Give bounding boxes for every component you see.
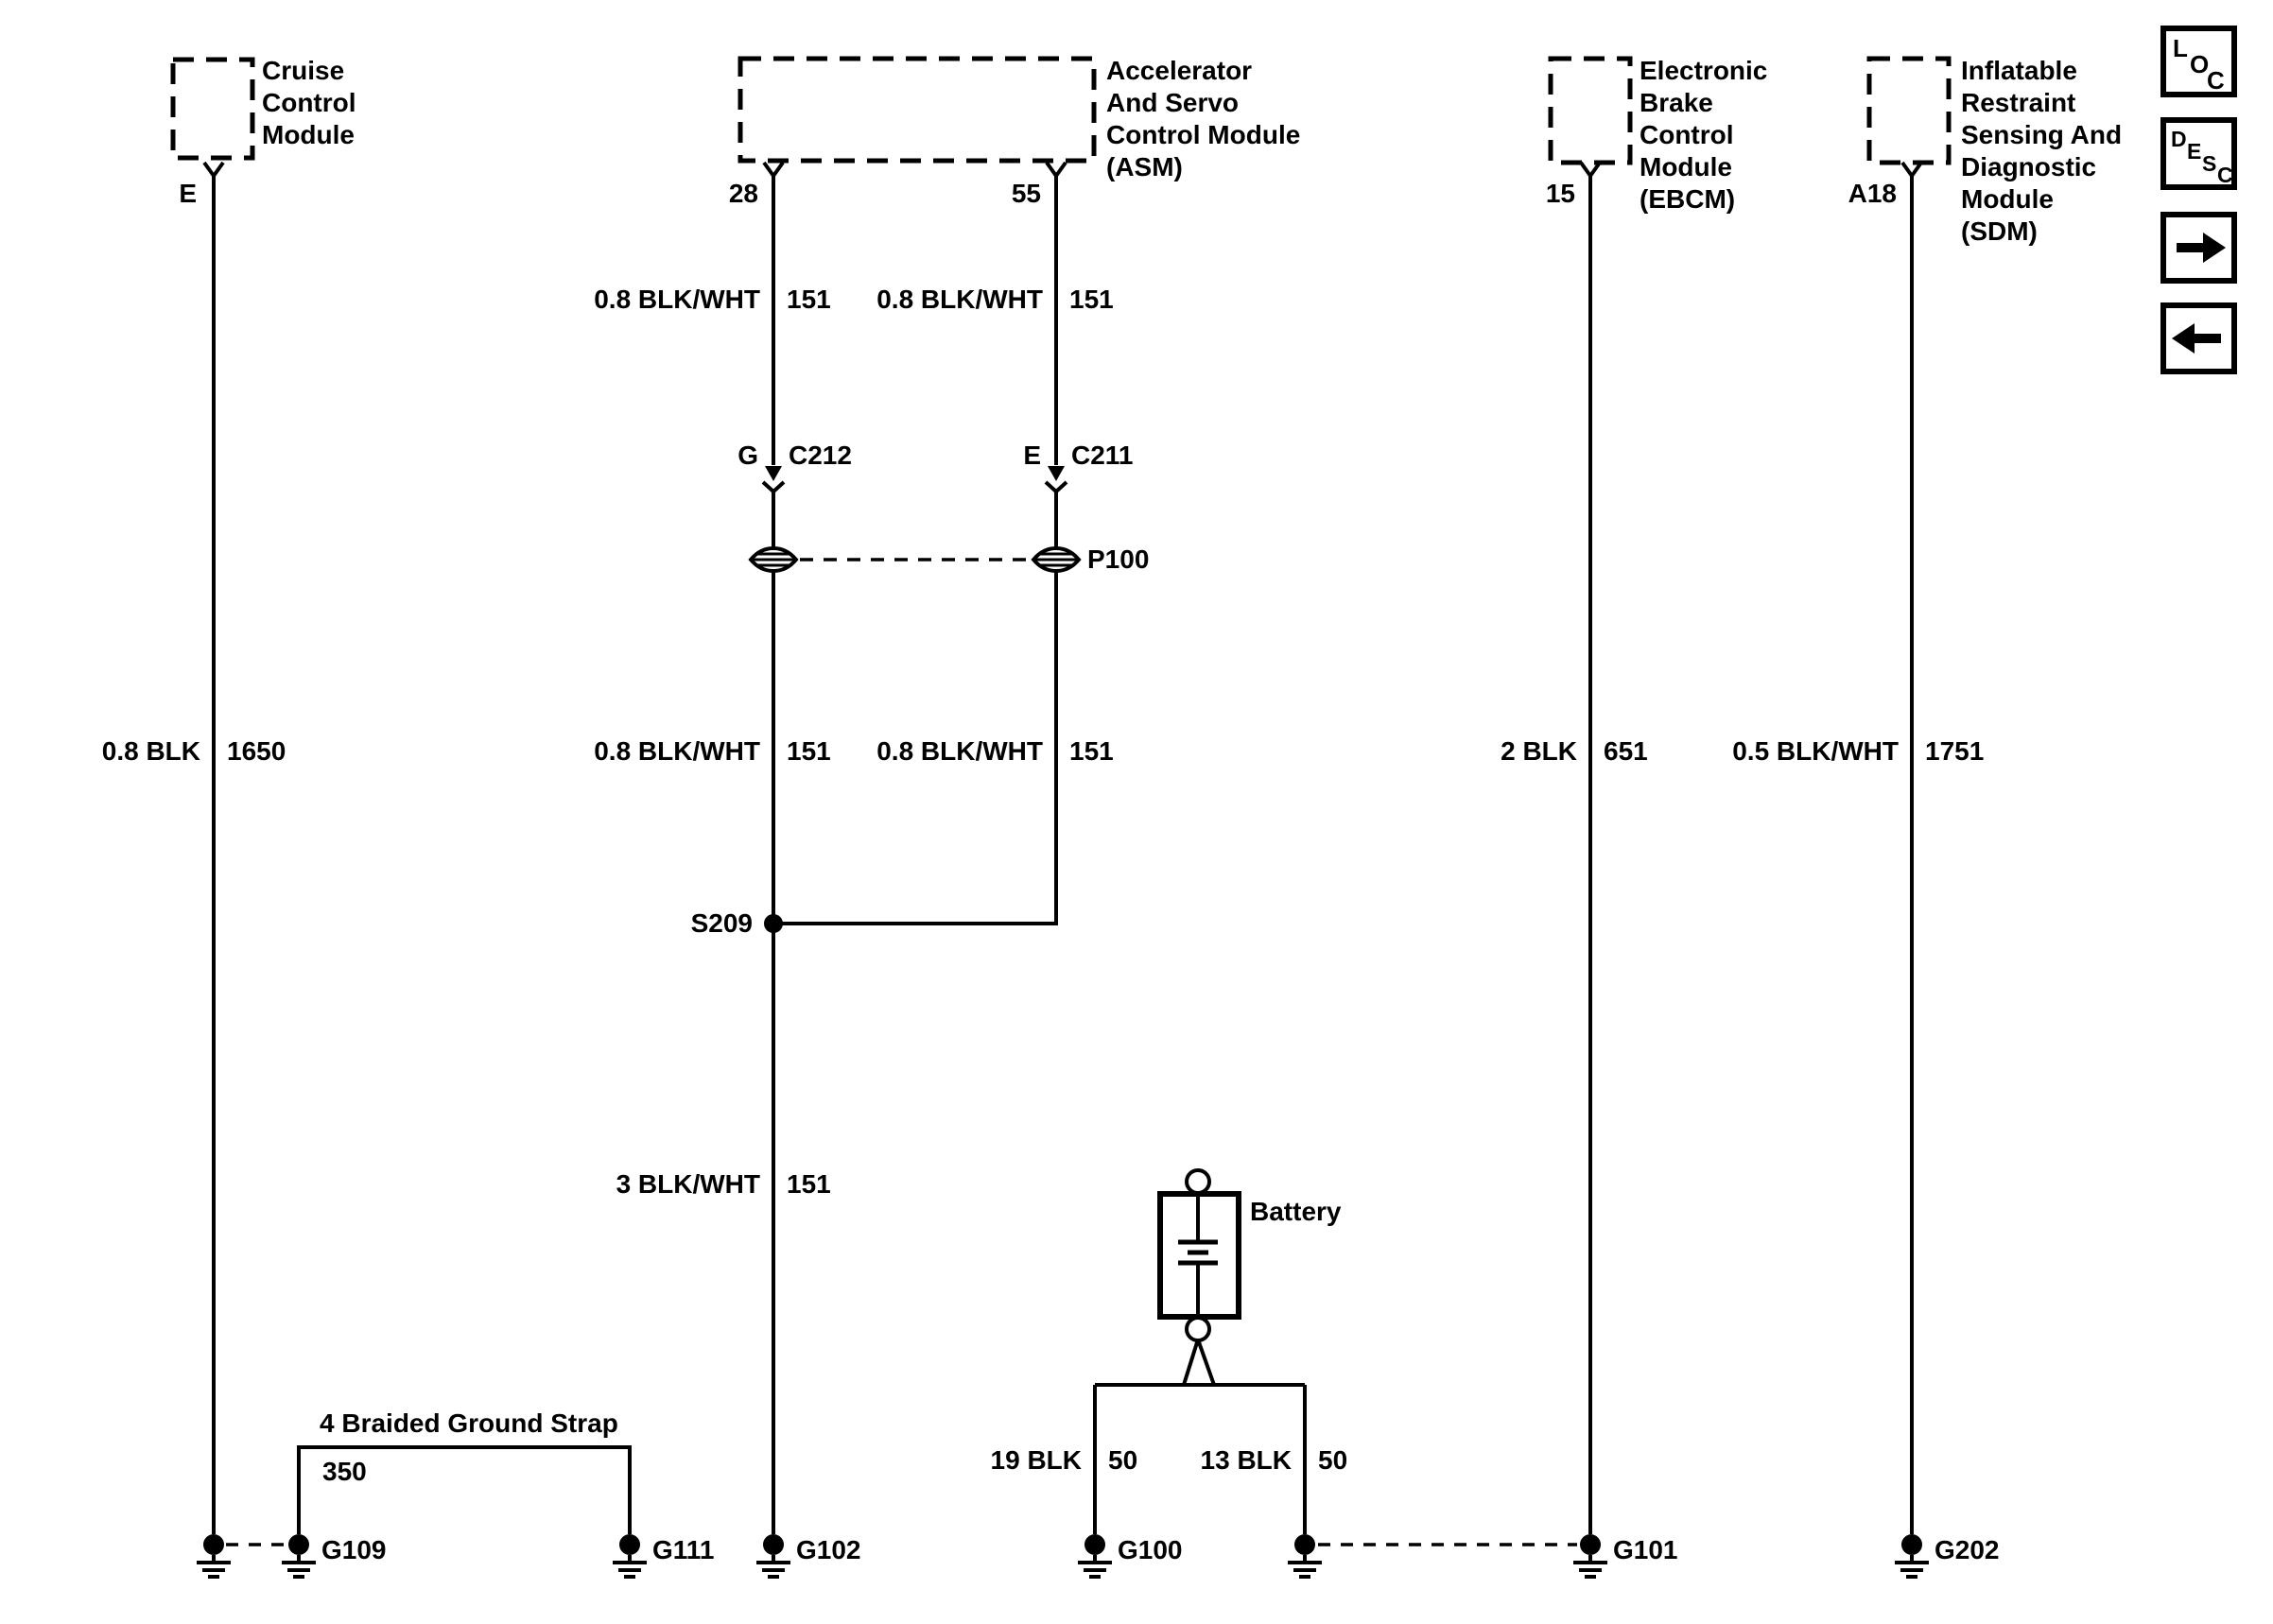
p100-grommet-left-icon [751, 548, 796, 571]
wire-label-sdm-circuit: 1751 [1925, 736, 1985, 766]
wire-label-batt-left-circuit: 50 [1108, 1445, 1138, 1475]
wire-label-asm55-mid-gauge: 0.8 BLK/WHT [876, 736, 1043, 766]
ground-label-g100: G100 [1118, 1535, 1183, 1564]
nav-next-button[interactable] [2163, 215, 2234, 281]
ground-strap-label: 4 Braided Ground Strap [320, 1408, 618, 1438]
ground-symbol-g100 [1078, 1534, 1112, 1577]
wire-label-splice-gauge: 3 BLK/WHT [616, 1169, 760, 1199]
battery-symbol [1160, 1170, 1239, 1340]
pin-connector-icon-ebcm-15 [1581, 163, 1600, 187]
pin-label-cruise-e: E [179, 179, 197, 208]
inline-connector-c212-icon [763, 466, 784, 492]
nav-loc-letter-l: L [2173, 34, 2188, 62]
nav-loc-letter-o: O [2190, 50, 2210, 78]
ground-label-g111: G111 [652, 1535, 715, 1564]
connector-label-p100: P100 [1087, 544, 1150, 574]
wire-label-ebcm-gauge: 2 BLK [1501, 736, 1577, 766]
battery-ground-wires [1095, 1339, 1305, 1534]
wire-label-asm28-top-circuit: 151 [787, 285, 831, 314]
nav-loc-letter-c: C [2207, 66, 2225, 95]
connector-label-c211-pin: E [1023, 441, 1041, 470]
wire-label-ebcm-circuit: 651 [1604, 736, 1648, 766]
wire-label-batt-right-gauge: 13 BLK [1200, 1445, 1292, 1475]
pin-label-sdm-a18: A18 [1848, 179, 1897, 208]
ground-symbol-g202 [1895, 1534, 1929, 1577]
wire-label-asm28-top-gauge: 0.8 BLK/WHT [594, 285, 760, 314]
wire-label-splice-circuit: 151 [787, 1169, 831, 1199]
pin-label-asm-28: 28 [728, 179, 758, 208]
s209-splice-dot [764, 914, 783, 933]
pin-connector-icon-asm-28 [764, 163, 783, 187]
asm-module-label: Accelerator And Servo Control Module (ASM) [1106, 56, 1301, 181]
pin-label-asm-55: 55 [1011, 179, 1041, 208]
nav-desc-letter-e: E [2187, 139, 2202, 164]
splice-label-s209: S209 [690, 908, 753, 938]
ground-label-g109: G109 [321, 1535, 387, 1564]
sdm-module-label: Inflatable Restraint Sensing And Diagnostic Module (SDM) [1961, 56, 2123, 246]
arrow-right-icon [2177, 233, 2226, 263]
cruise-module-box [173, 60, 252, 158]
battery-label: Battery [1250, 1197, 1342, 1226]
wire-label-batt-left-gauge: 19 BLK [990, 1445, 1082, 1475]
ground-symbol-g101 [1573, 1534, 1607, 1577]
connector-label-c211-id: C211 [1071, 441, 1134, 470]
wire-label-asm55-top-gauge: 0.8 BLK/WHT [876, 285, 1043, 314]
ground-label-g101: G101 [1613, 1535, 1678, 1564]
pin-connector-icon-asm-55 [1047, 163, 1066, 187]
ground-label-g202: G202 [1935, 1535, 2000, 1564]
nav-desc-letter-d: D [2171, 127, 2187, 151]
ebcm-module-box [1551, 59, 1630, 163]
sdm-module-box [1869, 59, 1949, 163]
nav-desc-letter-c: C [2217, 163, 2233, 187]
inline-connector-c211-icon [1046, 466, 1067, 492]
arrow-left-icon [2172, 323, 2221, 354]
ground-symbol-battery-right [1288, 1534, 1322, 1577]
pin-connector-icon-sdm-a18 [1902, 163, 1921, 187]
wire-label-cruise-gauge: 0.8 BLK [101, 736, 200, 766]
wire-label-asm55-mid-circuit: 151 [1069, 736, 1114, 766]
ground-symbol-g111 [613, 1534, 647, 1577]
cruise-module-label: Cruise Control Module [262, 56, 356, 149]
nav-prev-button[interactable] [2163, 305, 2234, 371]
pin-connector-icon-cruise-e [204, 163, 223, 187]
ebcm-module-label: Electronic Brake Control Module (EBCM) [1640, 56, 1768, 214]
wire-label-asm28-mid-circuit: 151 [787, 736, 831, 766]
wire-label-asm28-mid-gauge: 0.8 BLK/WHT [594, 736, 760, 766]
asm-module-box [740, 59, 1094, 161]
ground-symbol-g109 [282, 1534, 316, 1577]
wire-label-asm55-top-circuit: 151 [1069, 285, 1114, 314]
connector-label-c212-id: C212 [789, 441, 852, 470]
nav-desc-letter-s: S [2202, 151, 2217, 176]
ground-symbol-cruise [197, 1534, 231, 1577]
pin-label-ebcm-15: 15 [1545, 179, 1575, 208]
connector-label-c212-pin: G [737, 441, 758, 470]
wire-label-cruise-circuit: 1650 [227, 736, 286, 766]
wire-label-sdm-gauge: 0.5 BLK/WHT [1732, 736, 1899, 766]
wire-label-batt-right-circuit: 50 [1318, 1445, 1348, 1475]
p100-grommet-right-icon [1033, 548, 1079, 571]
ground-symbol-g102 [756, 1534, 790, 1577]
ground-strap-circuit: 350 [322, 1457, 367, 1486]
ground-label-g102: G102 [796, 1535, 861, 1564]
